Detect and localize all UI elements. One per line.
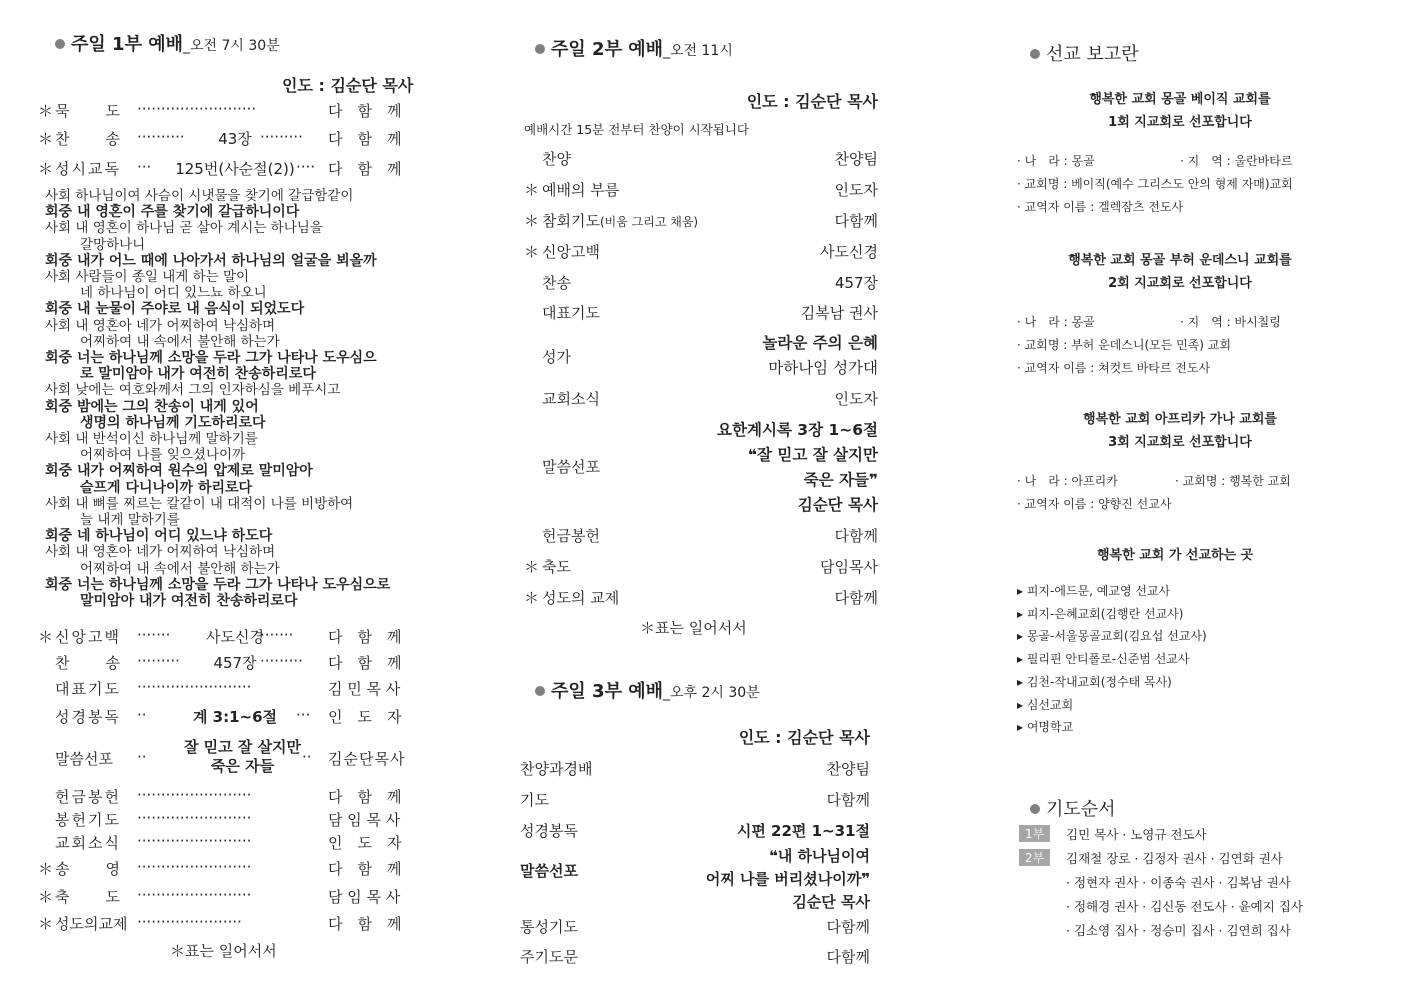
responsive-text: 너는 하나님께 소망을 두라 그가 나타나 도우심으로 — [76, 576, 391, 593]
order-item-who: 다 함 께 — [328, 628, 402, 646]
order-item-name: 기도 — [520, 791, 549, 809]
leader-dots: ·· — [302, 748, 312, 766]
leader-dots: ························ — [137, 832, 252, 850]
order-item-detail: 43장 — [218, 130, 252, 148]
mission-country: · 나 라 : 아프리카 — [1017, 474, 1118, 488]
service1-leader: 인도 : 김순단 목사 — [282, 76, 414, 95]
order-item-name — [542, 210, 698, 231]
service2-leader: 인도 : 김순단 목사 — [746, 92, 878, 111]
order-item-who: 다 함 께 — [328, 654, 402, 672]
order-item-detail: 457장 — [213, 654, 257, 672]
mission-country: · 나 라 : 몽골 — [1017, 315, 1095, 329]
responsive-line — [45, 496, 390, 512]
responsive-line — [45, 399, 390, 415]
responsive-text: 내 영혼아 네가 어찌하여 낙심하며 — [75, 317, 276, 334]
speaker-label: 사회 — [45, 317, 72, 334]
service2-anthem: 놀라운 주의 은혜 마하나임 성가대 — [762, 334, 878, 377]
leader-dots: ··· — [137, 158, 152, 176]
order-item-label: 찬양 — [542, 150, 571, 168]
leader-dots: ························ — [137, 678, 252, 696]
stand-mark: ＊ — [524, 212, 540, 230]
order-item-name: 찬 송 — [55, 130, 122, 148]
leader-dots: ······· — [137, 626, 171, 644]
service1-sermon-who: 김순단목사 — [328, 750, 406, 768]
service1-footnote: ＊표는 일어서서 — [170, 942, 277, 960]
responsive-line — [45, 431, 390, 447]
order-item-who: 담임목사 — [820, 558, 878, 576]
responsive-line — [45, 593, 390, 609]
service3-title: 주일 3부 예배_오후 2시 30분 — [535, 677, 760, 703]
stand-mark: ＊ — [38, 915, 54, 933]
responsive-text: 네 하나님이 어디 있느냐 하도다 — [76, 528, 273, 545]
responsive-text: 늘 내게 말하기를 — [80, 512, 180, 529]
responsive-text: 너는 하나님께 소망을 두라 그가 나타나 도우심으 — [76, 350, 377, 367]
order-item-name: 성시교독 — [55, 160, 121, 178]
mission-location: ▸ 피지-에드문, 예교영 선교사 — [1017, 584, 1171, 598]
leader-dots: ·· — [137, 748, 147, 766]
responsive-text: 어찌하여 나를 잊으셨나이까 — [80, 447, 246, 464]
leader-dots: ········· — [260, 652, 303, 670]
responsive-text: 어찌하여 내 속에서 불안해 하는가 — [80, 333, 280, 350]
speaker-label: 사회 — [45, 382, 72, 399]
mission-heading: 3회 지교회로 선포합니다 — [1108, 435, 1252, 450]
responsive-line — [45, 237, 390, 253]
order-item-name: 주기도문 — [520, 948, 578, 966]
leader-dots: ··· — [296, 706, 311, 724]
responsive-text: 네 하나님이 어디 있느뇨 하오니 — [80, 285, 267, 302]
bullet-icon — [1030, 804, 1040, 814]
mission-location: ▸ 몽골-서울몽골교회(김요섭 선교사) — [1017, 629, 1207, 644]
order-item-name: 봉헌기도 — [55, 811, 121, 829]
responsive-text: 사람들이 종일 내게 하는 말이 — [75, 269, 250, 286]
responsive-line — [45, 447, 390, 463]
service2-title: 주일 2부 예배_오전 11시 — [535, 35, 733, 61]
responsive-text: 내 영혼이 하나님 곧 살아 계시는 하나님을 — [75, 220, 323, 237]
stand-mark: ＊ — [524, 243, 540, 261]
bullet-icon — [535, 44, 545, 54]
responsive-line — [45, 269, 390, 285]
responsive-text: 내 눈물이 주야로 내 음식이 되었도다 — [76, 301, 305, 318]
speaker-label: 회중 — [45, 350, 73, 367]
order-item-who: 다함께 — [834, 527, 878, 545]
prayer-names: · 정해경 권사 · 김신동 전도사 · 윤예지 집사 — [1066, 899, 1303, 914]
order-item-who: 담 임 목 사 — [328, 888, 401, 906]
order-item-name: 찬양과경배 — [520, 760, 593, 778]
responsive-line — [45, 561, 390, 577]
leader-dots: ························· — [137, 100, 257, 118]
responsive-line — [45, 463, 390, 479]
service-badge — [1019, 849, 1058, 866]
speaker-label: 회중 — [45, 463, 73, 480]
service-badge — [1019, 825, 1058, 842]
order-item-name: 교회소식 — [55, 834, 121, 852]
service2-anthem-name: 성가 — [542, 348, 571, 366]
mission-location: ▸ 김천-작내교회(정수태 목사) — [1017, 674, 1172, 689]
leader-dots: ·········· — [137, 128, 185, 146]
stand-mark: ＊ — [524, 589, 540, 607]
responsive-line — [45, 480, 390, 496]
responsive-line — [45, 366, 390, 382]
service-badge-label: 2부 — [1019, 849, 1050, 866]
service3-reading-who: 시편 22편 1~31절 — [736, 822, 870, 840]
responsive-line — [45, 512, 390, 528]
service2-sermon-name: 말씀선포 — [542, 458, 600, 476]
mission-heading: 행복한 교회 아프리카 가나 교회를 — [1083, 412, 1277, 427]
leader-dots: ························ — [137, 858, 252, 876]
mission-detail: · 교회명 : 베이직(예수 그리스도 안의 형제 자매)교회 — [1017, 177, 1293, 191]
mission-location: ▸ 여명학교 — [1017, 720, 1074, 735]
speaker-label: 사회 — [45, 431, 72, 448]
stand-mark: ＊ — [524, 558, 540, 576]
order-item-label: 예배의 부름 — [542, 181, 620, 199]
service3-sermon-name: 말씀선포 — [520, 862, 578, 880]
order-item-who: 찬양팀 — [834, 150, 878, 168]
service-badge-label: 1부 — [1019, 825, 1050, 842]
stand-mark: ＊ — [38, 860, 54, 878]
order-item-name: 대표기도 — [55, 680, 121, 698]
order-item-name: 축도 — [542, 558, 571, 576]
mission-region: · 지 역 : 바시칠링 — [1180, 315, 1281, 329]
mission-heading: 2회 지교회로 선포합니다 — [1108, 276, 1252, 291]
responsive-line — [45, 253, 390, 269]
mission-detail: · 교역자 이름 : 양향진 선교사 — [1017, 497, 1172, 511]
mission-location: ▸ 피지-은혜교회(김행란 선교사) — [1017, 606, 1184, 621]
responsive-text: 어찌하여 내 속에서 불안해 하는가 — [80, 560, 280, 577]
speaker-label: 회중 — [45, 398, 73, 415]
order-item-name: 신앙고백 — [55, 628, 121, 646]
responsive-line — [45, 204, 390, 220]
order-item-label: 찬송 — [542, 274, 571, 292]
order-item-who: 김복남 권사 — [800, 304, 878, 322]
speaker-label: 회중 — [45, 252, 73, 269]
order-item-name: 통성기도 — [520, 918, 578, 936]
mission-detail: · 교역자 이름 : 겔렉잠츠 전도사 — [1017, 200, 1184, 214]
missions-title: 행복한 교회 가 선교하는 곳 — [1097, 548, 1254, 563]
responsive-text: 내 영혼아 네가 어찌하여 낙심하며 — [75, 544, 276, 561]
stand-mark: ＊ — [38, 102, 54, 120]
prayer-names: · 김소영 집사 · 정승미 집사 · 김연희 집사 — [1066, 923, 1291, 938]
order-item-name — [542, 241, 600, 262]
leader-dots: ········· — [260, 128, 303, 146]
speaker-label: 사회 — [45, 269, 72, 286]
responsive-line — [45, 544, 390, 560]
mission-detail: · 교역자 이름 : 쳐컷트 바타르 전도사 — [1017, 361, 1211, 375]
mission-region: · 교회명 : 행복한 교회 — [1175, 474, 1291, 488]
bullet-icon — [535, 686, 545, 696]
service2-news-who: 인도자 — [834, 390, 878, 408]
mission-location: ▸ 필리핀 안티폴로-신준범 선교사 — [1017, 652, 1190, 667]
responsive-line — [45, 577, 390, 593]
order-item-who: 다 함 께 — [328, 915, 402, 933]
order-item-name: 묵 도 — [55, 102, 122, 120]
order-item-who: 찬양팀 — [826, 760, 870, 778]
responsive-text: 내가 어찌하여 원수의 압제로 말미암아 — [76, 463, 313, 480]
responsive-text: 밤에는 그의 찬송이 내게 있어 — [76, 398, 259, 415]
order-item-who: 다함께 — [826, 948, 870, 966]
leader-dots: ························ — [137, 886, 252, 904]
order-item-label: 대표기도 — [542, 304, 600, 322]
service3-reading-name: 성경봉독 — [520, 822, 578, 840]
order-item-name — [542, 179, 619, 200]
order-item-name: 찬 송 — [55, 654, 122, 672]
responsive-line — [45, 318, 390, 334]
stand-mark: ＊ — [38, 130, 54, 148]
order-item-name: 송 영 — [55, 860, 122, 878]
order-item-who: 다 함 께 — [328, 788, 402, 806]
order-item-who: 다함께 — [826, 918, 870, 936]
leader-dots: ························ — [137, 809, 252, 827]
prayer-names: 김민 목사 · 노영규 전도사 — [1066, 827, 1207, 842]
responsive-text: 로 말미암아 내가 여전히 찬송하리로다 — [80, 366, 316, 383]
mission-heading: 1회 지교회로 선포합니다 — [1108, 115, 1252, 130]
responsive-text: 내가 어느 때에 나아가서 하나님의 얼굴을 뵈올까 — [76, 252, 377, 269]
order-item-who: 인도자 — [834, 181, 878, 199]
mission-detail: · 교회명 : 부허 운데스니(모든 민족) 교회 — [1017, 338, 1231, 352]
responsive-text: 하나님이여 사슴이 시냇물을 찾기에 갈급함같이 — [75, 188, 354, 204]
responsive-text: 낮에는 여호와께서 그의 인자하심을 베푸시고 — [75, 382, 341, 399]
bullet-icon — [55, 39, 65, 49]
responsive-line — [45, 285, 390, 301]
order-item-name: 헌금봉헌 — [542, 527, 600, 545]
order-item-name: 성경봉독 — [55, 708, 121, 726]
order-item-detail: 계 3:1~6절 — [192, 708, 278, 726]
order-item-sublabel: (비움 그리고 채움) — [599, 215, 699, 229]
order-item-detail: 사도신경 — [206, 628, 264, 646]
leader-dots: ········· — [137, 652, 180, 670]
service3-leader: 인도 : 김순단 목사 — [738, 728, 870, 747]
responsive-line — [45, 188, 390, 204]
speaker-label: 사회 — [45, 188, 72, 204]
responsive-text: 말미암아 내가 여전히 찬송하리로다 — [80, 593, 298, 610]
mission-heading: 행복한 교회 몽골 부허 운데스니 교회를 — [1068, 253, 1292, 268]
responsive-line — [45, 334, 390, 350]
service3-sermon: ❝내 하나님이여 어찌 나를 버리셨나이까❞ 김순단 목사 — [705, 847, 870, 911]
service1-title: 주일 1부 예배_오전 7시 30분 — [55, 30, 280, 56]
service2-note: 예배시간 15분 전부터 찬양이 시작됩니다 — [524, 122, 749, 137]
leader-dots: ······················ — [137, 913, 242, 931]
responsive-text: 슬프게 다니나이까 하리로다 — [80, 479, 253, 496]
responsive-text: 생명의 하나님께 기도하리로다 — [80, 414, 266, 431]
speaker-label: 회중 — [45, 204, 73, 221]
responsive-line — [45, 301, 390, 317]
responsive-text: 내 뼈를 찌르는 칼같이 내 대적이 나를 비방하여 — [75, 495, 354, 512]
order-item-who: 다함께 — [826, 791, 870, 809]
speaker-label: 회중 — [45, 576, 73, 593]
order-item-name — [542, 302, 600, 323]
service1-sermon-title: 잘 믿고 잘 살지만 죽은 자들 — [183, 738, 302, 775]
order-item-who: 담 임 목 사 — [328, 811, 401, 829]
bullet-icon — [1030, 49, 1040, 59]
order-item-label: 신앙고백 — [542, 243, 600, 261]
leader-dots: ······· — [260, 626, 294, 644]
responsive-reading — [45, 188, 390, 609]
leader-dots: ·· — [137, 706, 147, 724]
speaker-label: 회중 — [45, 528, 73, 545]
order-item-who: 인 도 자 — [328, 834, 402, 852]
leader-dots: ························ — [137, 786, 252, 804]
order-item-who: 457장 — [834, 274, 878, 292]
responsive-line — [45, 220, 390, 236]
order-item-name — [542, 272, 571, 293]
order-item-who: 다 함 께 — [328, 102, 402, 120]
order-item-detail: 125번(사순절(2)) — [175, 160, 295, 178]
speaker-label: 사회 — [45, 544, 72, 561]
order-item-who: 다함께 — [834, 212, 878, 230]
service2-news-name: 교회소식 — [542, 390, 600, 408]
responsive-line — [45, 415, 390, 431]
responsive-line — [45, 350, 390, 366]
mission-location: ▸ 심선교회 — [1017, 697, 1074, 712]
service1-sermon-name: 말씀선포 — [55, 750, 113, 768]
speaker-label: 사회 — [45, 220, 72, 237]
stand-mark: ＊ — [38, 160, 54, 178]
mission-report-title: 선교 보고란 — [1030, 40, 1139, 66]
prayer-names: · 정현자 권사 · 이종숙 권사 · 김복남 권사 — [1066, 875, 1291, 890]
prayer-order-title: 기도순서 — [1030, 795, 1116, 821]
service2-footnote: ＊표는 일어서서 — [640, 619, 747, 637]
stand-mark: ＊ — [38, 888, 54, 906]
service2-sermon: 요한계시록 3장 1~6절 ❝잘 믿고 잘 살지만 죽은 자들❞ 김순단 목사 — [717, 421, 878, 514]
responsive-text: 갈망하나니 — [80, 236, 146, 253]
mission-heading: 행복한 교회 몽골 베이직 교회를 — [1089, 92, 1271, 107]
order-item-name: 성도의 교제 — [542, 589, 620, 607]
responsive-text: 내 반석이신 하나님께 말하기를 — [75, 431, 258, 448]
order-item-who: 김 민 목 사 — [328, 680, 401, 698]
prayer-names: 김재철 장로 · 김정자 권사 · 김연화 권사 — [1066, 851, 1283, 866]
speaker-label: 회중 — [45, 301, 73, 318]
order-item-name — [542, 148, 571, 169]
order-item-name: 헌금봉헌 — [55, 788, 121, 806]
order-item-name: 성도의교제 — [55, 915, 128, 933]
order-item-who: 다 함 께 — [328, 860, 402, 878]
responsive-text: 내 영혼이 주를 찾기에 갈급하니이다 — [76, 204, 300, 221]
order-item-who: 다 함 께 — [328, 160, 402, 178]
order-item-who: 사도신경 — [820, 243, 878, 261]
mission-country: · 나 라 : 몽골 — [1017, 154, 1095, 168]
order-item-label: 참회기도 — [542, 212, 600, 230]
leader-dots: ···· — [296, 158, 316, 176]
mission-region: · 지 역 : 울란바타르 — [1180, 154, 1293, 168]
order-item-who: 다 함 께 — [328, 130, 402, 148]
responsive-line — [45, 382, 390, 398]
stand-mark: ＊ — [524, 181, 540, 199]
stand-mark: ＊ — [38, 628, 54, 646]
order-item-who: 다함께 — [834, 589, 878, 607]
responsive-line — [45, 528, 390, 544]
speaker-label: 사회 — [45, 495, 72, 512]
order-item-who: 인 도 자 — [328, 708, 402, 726]
order-item-name: 축 도 — [55, 888, 122, 906]
